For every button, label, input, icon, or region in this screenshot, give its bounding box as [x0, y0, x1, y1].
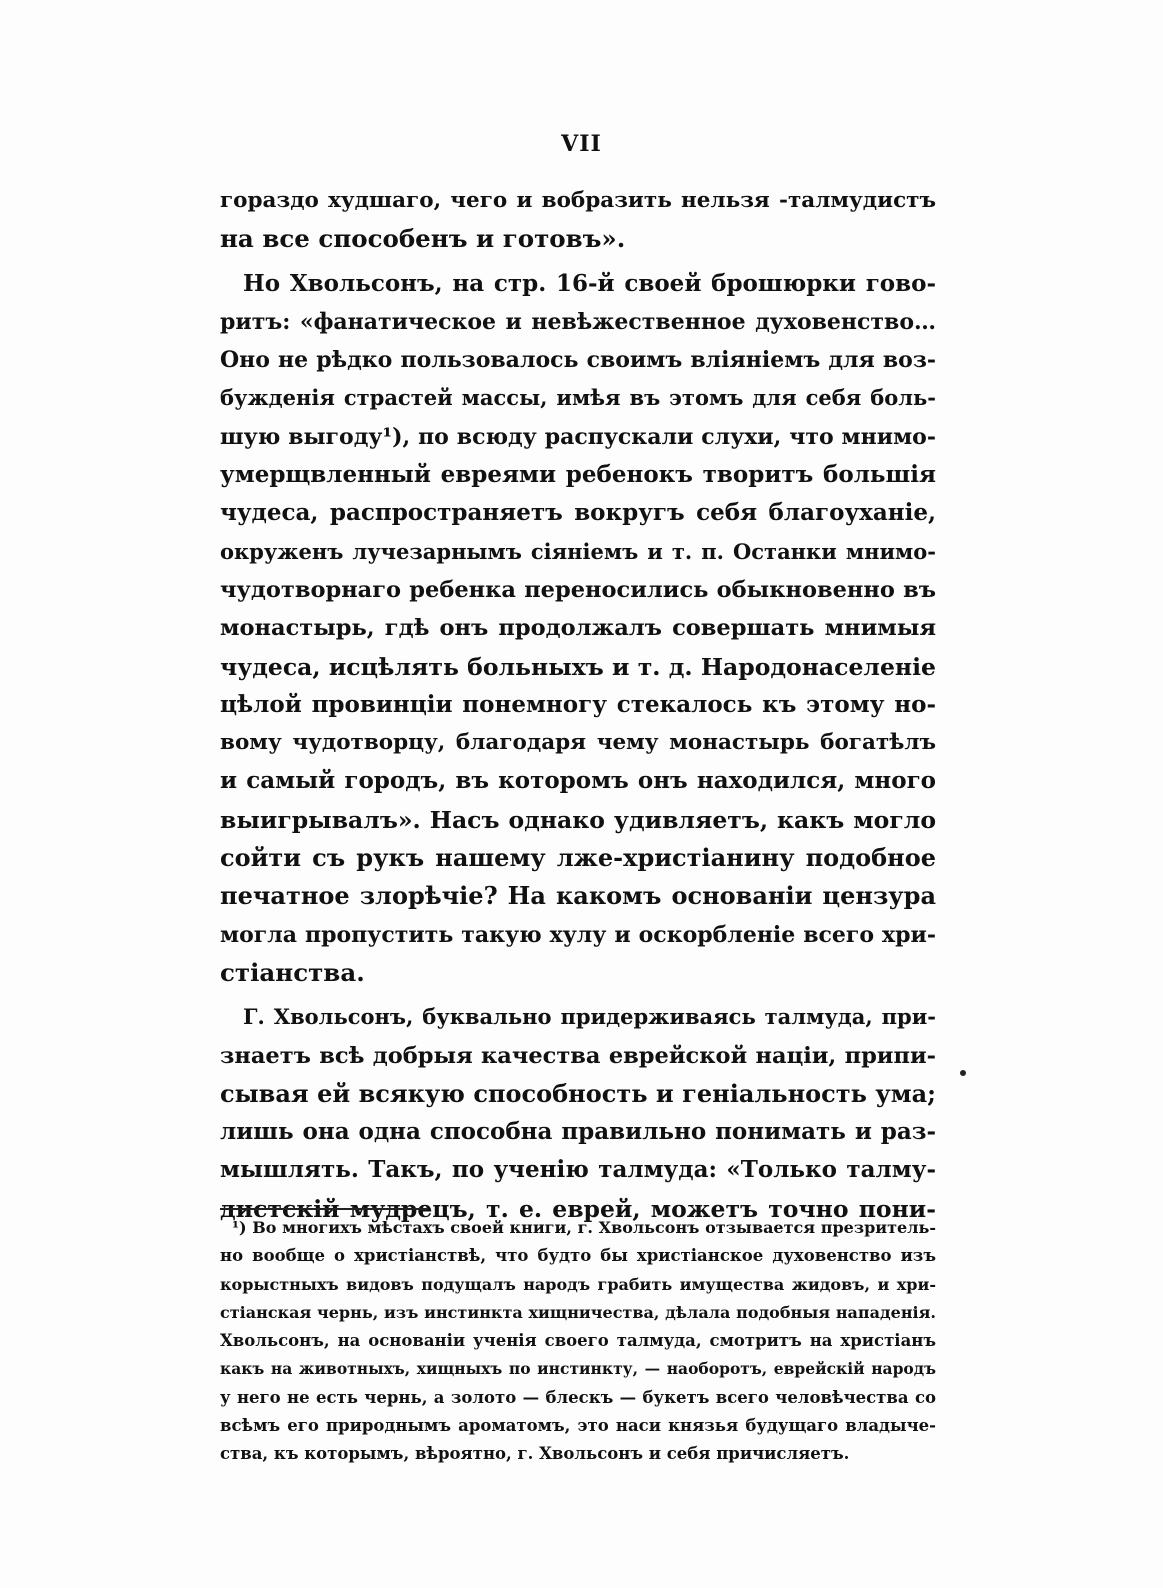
text-line: сойти съ рукъ нашему лже-христіанину подобное — [220, 843, 936, 873]
text-line: цѣлой провинціи понемногу стекалось къ этому но- — [220, 690, 936, 718]
text-line: Оно не рѣдко пользовалось своимъ вліяніемъ для воз- — [220, 347, 936, 374]
text-line: стіанства. — [220, 957, 365, 987]
text-line: шую выгоду¹), по всюду распускали слухи, что мнимо- — [220, 423, 936, 450]
text-line: монастырь, гдѣ онъ продолжалъ совершать мнимыя — [220, 615, 936, 642]
footnote-line: какъ на животныхъ, хищныхъ по инстинкту, — наоборотъ, еврейскій народъ — [220, 1359, 936, 1379]
footnote-line: но вообще о христіанствѣ, что будто бы христіанское духовенство изъ — [220, 1246, 936, 1266]
text-line: чудеса, распространяетъ вокругъ себя благоуханіе, — [220, 499, 936, 527]
text-line: и самый городъ, въ которомъ онъ находился, много — [220, 767, 936, 795]
text-line: лишь она одна способна правильно понимать и раз- — [220, 1118, 936, 1146]
text-line: бужденія страстей массы, имѣя въ этомъ для себя боль- — [220, 385, 936, 411]
footnote-line: корыстныхъ видовъ подущалъ народъ грабить имущества жидовъ, и хри- — [220, 1274, 936, 1294]
main-text — [220, 182, 936, 1228]
text-line: чудеса, исцѣлять больныхъ и т. д. Народонаселеніе — [220, 652, 936, 681]
margin-dot — [960, 1070, 966, 1076]
text-line: сывая ей всякую способность и геніальность ума; — [220, 1078, 936, 1108]
footnote-line: всѣмъ его природнымъ ароматомъ, это наси князья будущаго владыче- — [220, 1416, 936, 1436]
text-line: знаетъ всѣ добрыя качества еврейской націи, припи- — [220, 1042, 936, 1069]
text-line: могла пропустить такую хулу и оскорбленіе всего хри- — [220, 921, 936, 948]
text-line: гораздо худшаго, чего и вобразить нельзя -талмудистъ — [220, 188, 936, 213]
text-line: выигрывалъ». Насъ однако удивляетъ, какъ могло — [220, 805, 936, 834]
text-line: мышлять. Такъ, по ученію талмуда: «Только талму- — [220, 1156, 936, 1184]
footnote-line: ¹) Во многихъ мѣстахъ своей книги, г. Хвольсонъ отзывается презритель- — [232, 1218, 936, 1237]
text-line: вому чудотворцу, благодаря чему монастырь богатѣлъ — [220, 730, 936, 756]
footnote-divider — [220, 1208, 428, 1210]
text-line: на все способенъ и готовъ». — [220, 224, 626, 254]
footnote-line: у него не есть чернь, а золото — блескъ — букетъ всего человѣчества со — [220, 1387, 936, 1407]
text-line: умерщвленный евреями ребенокъ творитъ большія — [220, 461, 936, 489]
text-line: Г. Хвольсонъ, буквально придерживаясь талмуда, при- — [243, 1004, 936, 1030]
footnote-line: ства, къ которымъ, вѣроятно, г. Хвольсонъ и себя причисляетъ. — [220, 1444, 850, 1464]
text-line: Но Хвольсонъ, на стр. 16-й своей брошюрки гово- — [243, 269, 936, 297]
text-line: ритъ: «фанатическое и невѣжественное духовенство… — [220, 308, 936, 335]
text-line: чудотворнаго ребенка переносились обыкновенно въ — [220, 576, 936, 603]
footnote — [220, 1214, 936, 1469]
text-line: печатное злорѣчіе? На какомъ основаніи цензура — [220, 881, 936, 911]
text-line: дистскій мудрецъ, т. е. еврей, можетъ точно пони- — [220, 1194, 936, 1223]
footnote-line: стіанская чернь, изъ инстинкта хищничества, дѣлала подобныя нападенія. — [220, 1302, 936, 1322]
page-number: VII — [561, 131, 602, 157]
footnote-line: Хвольсонъ, на основаніи ученія своего талмуда, смотритъ на христіанъ — [220, 1331, 936, 1351]
text-line: окруженъ лучезарнымъ сіяніемъ и т. п. Останки мнимо- — [220, 538, 936, 564]
